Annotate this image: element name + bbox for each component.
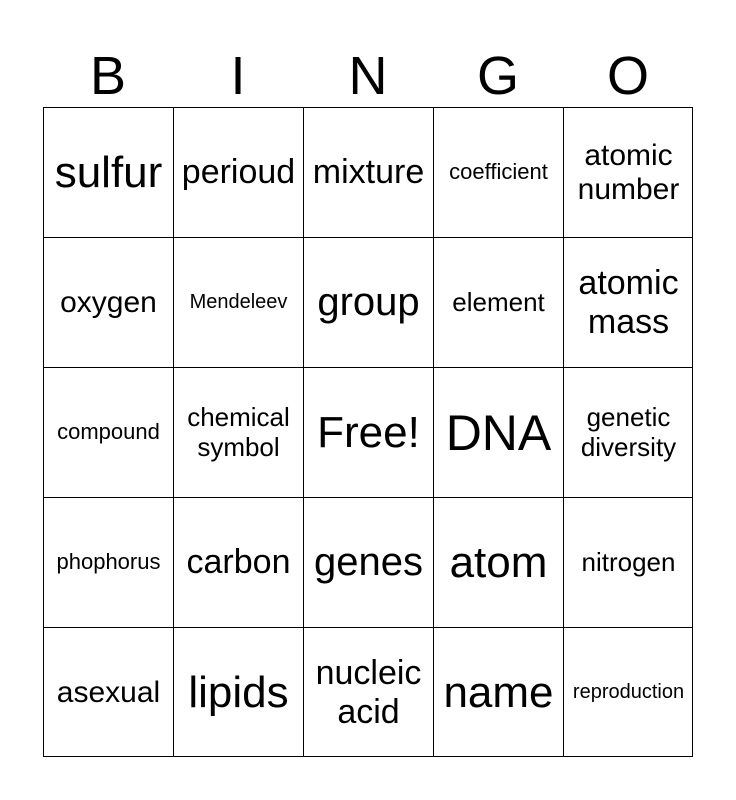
cell-label: element — [452, 286, 545, 317]
bingo-cell[interactable] — [303, 497, 433, 627]
bingo-cell[interactable] — [563, 497, 693, 627]
bingo-cell[interactable] — [173, 237, 303, 367]
header-letter-b: B — [89, 46, 127, 106]
free-space-label: Free! — [317, 407, 420, 457]
cell-label: reproduction — [572, 681, 685, 704]
cell-label: nitrogen — [581, 546, 676, 577]
free-space-cell[interactable] — [303, 367, 433, 497]
cell-label: genes — [314, 540, 423, 585]
cell-label: carbon — [186, 543, 291, 582]
bingo-cell[interactable] — [173, 107, 303, 237]
bingo-board — [43, 107, 693, 757]
cell-label: compound — [57, 419, 160, 445]
bingo-cell[interactable] — [43, 627, 173, 757]
bingo-cell[interactable] — [563, 627, 693, 757]
cell-label: coefficient — [449, 159, 548, 185]
bingo-cell[interactable] — [303, 237, 433, 367]
cell-label: atom — [449, 537, 548, 587]
bingo-cell[interactable] — [433, 497, 563, 627]
cell-label: oxygen — [60, 285, 157, 319]
cell-label: Mendeleev — [189, 291, 288, 314]
cell-label: name — [443, 667, 554, 717]
bingo-cell[interactable] — [433, 237, 563, 367]
header-letter-n: N — [348, 46, 388, 106]
bingo-cell[interactable] — [173, 367, 303, 497]
bingo-cell[interactable] — [43, 367, 173, 497]
cell-label: atomic mass — [578, 264, 679, 341]
bingo-cell[interactable] — [43, 107, 173, 237]
cell-label: genetic diversity — [580, 402, 677, 462]
cell-label: mixture — [312, 153, 425, 192]
cell-label: sulfur — [54, 147, 163, 197]
bingo-cell[interactable] — [433, 627, 563, 757]
cell-label: phophorus — [56, 549, 161, 575]
bingo-cell[interactable] — [563, 237, 693, 367]
bingo-cell[interactable] — [303, 107, 433, 237]
cell-label: asexual — [56, 675, 161, 709]
bingo-cell[interactable] — [433, 107, 563, 237]
bingo-header — [43, 45, 693, 107]
cell-label: lipids — [188, 667, 289, 717]
bingo-cell[interactable] — [173, 627, 303, 757]
bingo-cell[interactable] — [173, 497, 303, 627]
cell-label: DNA — [445, 404, 552, 461]
cell-label: group — [317, 280, 420, 325]
cell-label: nucleic acid — [315, 654, 422, 731]
bingo-cell[interactable] — [303, 627, 433, 757]
header-letter-o: O — [606, 46, 649, 106]
cell-label: atomic number — [577, 138, 680, 206]
header-letter-i: I — [230, 46, 246, 106]
bingo-cell[interactable] — [43, 497, 173, 627]
cell-label: perioud — [181, 153, 296, 192]
bingo-cell[interactable] — [563, 107, 693, 237]
cell-label: chemical symbol — [187, 402, 290, 462]
bingo-cell[interactable] — [433, 367, 563, 497]
header-letter-g: G — [476, 46, 519, 106]
bingo-cell[interactable] — [563, 367, 693, 497]
bingo-cell[interactable] — [43, 237, 173, 367]
